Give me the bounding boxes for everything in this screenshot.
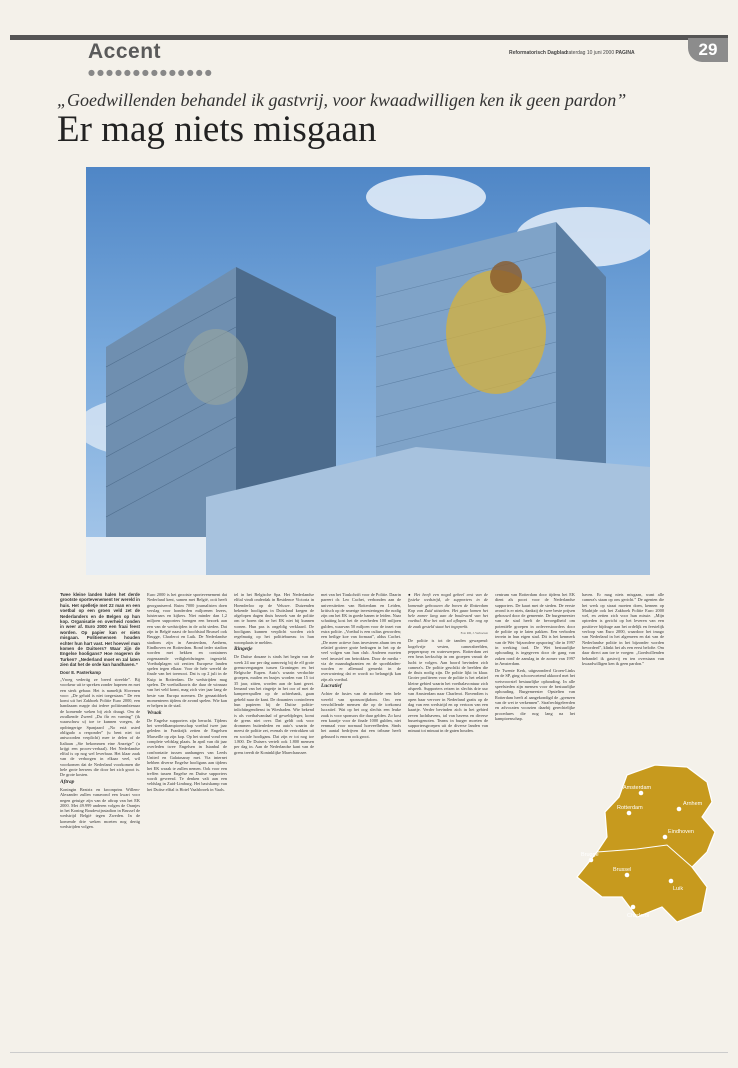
body-paragraph: De Duitse douane is sinds het begin van de week 24 uur per dag aanwezig bij de elf grote grensovergangen tussen Groningen en het Belgische Eupen. Auto's waarin verdachte groepen, mailen en busjes worden van 15 tot 35 jaar, zitten, worden aan de kant gezet. Iemand van het ringetje in het oor of met de kampeerspullen op de achterbank, gaan gebeld naar de kant. De douaniers controleren hun papieren bij de Duitse politie-inlichtingendienst in Wiesbaden. Wie bekend is als voetbalvandaal of geweldpleger, komt de grens niet over. Dat geldt ook voor drommen buitenleden en auto's waarin de meest de politie zet, evenals de vertrokken uit en sociale hooligans. Dat zijn er tot nog toe 1.800. De Duisers vertelt ook 1.800 mensen per dag in. Aan de Nederlandse kant van de grens treedt de Koninklijke Marechaussee. — [234, 654, 314, 755]
city-label-charleroi: Charleroi — [627, 913, 650, 919]
subhead-wraak: Wraak — [147, 709, 162, 716]
map-graphic — [567, 757, 725, 927]
section-title: Accent — [88, 40, 162, 63]
article-photo — [86, 167, 650, 575]
city-label-rotterdam: Rotterdam — [617, 805, 643, 811]
body-paragraph: met van het Tiaskchrift voor de Politie. Daarin pareert dr. Leo Cachet, verbonden aan de universiteiten van Rotterdam en Leiden, kritisch op de smerige investeringen die nodig zijn om het EK in goede banen te leiden. Naar schatting kost het de overheden 100 miljoen gulden, waarvan 50 miljoen voor de inzet van extra politie. „Voetbal is een cultus geworden; een heilige koe van formaat”, aldus Cachet. „De meer actieve fans investeren ahum ten en relatief grotere grote bedragen in het op de veel volgen van hun club. Anderen moeten veel invasief om betrokken. Door de media -via de maandagkranten en de sportbladen- worden er allemaal gemerkt in de overwatering dat er wordt zo belangrijk kan zijn als voetbal. — [321, 592, 401, 682]
foreground-roof — [86, 537, 206, 575]
city-dot-luik — [669, 879, 674, 884]
issue-date-text: zaterdag 10 juni 2000 — [566, 50, 615, 56]
text-column-4 — [321, 592, 401, 1047]
article-kicker: „Goedwillenden behandel ik gastvrij, voor kwaadwilligen ken ik geen pardon” — [57, 90, 627, 110]
body-paragraph: tel in het Belgische Spa. Het Nederlandse elftal vindt onderdak in Residence Victoria in Hoenderloo op de Veluwe. Duizenden bekende hooligans in Duitsland kregen de afgelopen dagen thuis bezoek van de politie om te horen dat ze het EK niet bij kunnen wonen. Hun pas is ongeldig verklaard. De hooligans kunnen verplicht worden zich regelmatig op het politiebureau in hun woonplaats te melden. — [234, 592, 314, 645]
city-dot-brussel — [625, 873, 630, 878]
city-label-brussel: Brussel — [613, 867, 632, 873]
body-paragraph: Achter de fusies van de mobiele een hele wereld van sponsorrijkdom. Om een verschillende mensen die op de toekomst lucratief. Wat op het oog slechts een leuke zaak is voor sponsors die daar gelden. Zo kost een kaartje voor de finale 1000 gulden, niet eenmaal voor normaal hoeveelheden. Sinds het aantal bedrijven dat een tribune heeft gehuurd is enorm ook groot. — [321, 691, 401, 739]
city-dot-amsterdam — [639, 791, 644, 796]
page-number-tab: 29 — [688, 38, 728, 62]
photo-credit: Foto RD, J. Verhoeven — [460, 631, 488, 636]
city-dot-rotterdam — [627, 811, 632, 816]
city-dot-eindhoven — [663, 835, 668, 840]
article-headline: Er mag niets misgaan — [57, 109, 377, 150]
text-column-2 — [147, 592, 227, 1047]
footer-rule — [10, 1052, 728, 1053]
text-column-3 — [234, 592, 314, 1047]
text-column-7 — [582, 592, 664, 752]
paper-name: Reformatorisch Dagblad — [509, 50, 568, 56]
section-dots: ●●●●●●●●●●●●●● — [88, 68, 214, 77]
city-dot-charleroi — [631, 905, 636, 910]
city-label-brugge: Brugge — [581, 852, 599, 858]
photo-caption: ● Het heeft een nogal geheel eest van de fysieke wedstrijd, de supporters in de komende gebouwen die boven de Rotterdam Kop van Zuid uitsteken. Het gaan komen het hele zomer lang aan de boulevard van het voetbal. Hoe het ook zal aflopen. De oog op de zaak gesteld staat het ingeperkt. — [408, 592, 488, 629]
subhead-ringetje: Ringetje — [234, 645, 253, 652]
body-paragraph: haven. Er mag niets misgaan, want alle camera's staan op ons gericht.” De agenten die het werk op straat moeten doen, kennen op Madrijde ook het Zakboek Politie Euro 2000 wel, en zetten zich voor hun missie. „Mijn optreden is gericht op het leveren van een positieve bijdrage aan het ordelijk en feestelijk verloop van Euro 2000, waardoor het imago van Nederland in het algemeen en dat van de Nederlandse politie in het bijzonder worden bevorderd”, klinkt het als een eerst belofte. Om daar direct aan toe te voegen: „Goedwillenden behandel ik gastvrij en ten overstaan van kwaadwilligen ken ik geen pardon.” — [582, 592, 664, 666]
body-paragraph: De Engelse supporters zijn berucht. Tijdens het wereldkampioenschap voetbal twee jaar geleden in Frankrijk zetten de Engelsen Marseille op zijn kop. Op het strand vond een complete veldslag plaats. In april van dit jaar overleden twee Engelsen in Istanbul de confrontatie tussen aanhangers van Leeds United en Galatasaray met. Via internet hebben diverse Engelse hooligans aan tijdens het EK wraak te zullen nemen. Ook voor een treffen tussen Engelse en Duitse supporters wordt gevreesd. Te denken valt aan een veldslag in Zuid-Limburg. Het basiskamp van het Duitse elftal is Hotel Vaalsbroek in Vaals. — [147, 717, 227, 792]
player-head — [490, 261, 522, 293]
host-cities-map — [567, 757, 725, 927]
text-column-5 — [408, 592, 488, 1047]
body-paragraph: „Vroeg vedertig ze breed streelde”. Bij voorkeur uit te spreken zonder haperen en met een sterk gebaar. Het is namelijk Slovenen voor: „De geluid is niet toegestaan.” De een komt uit het Zakboek Politie Euro 2000, een handzaam mapje dat iedere politieambtenaar de komende weken bij zich draagt. Om de zwalkende Zweed „Du får en varning” (ik waarschuw u) toe te kunnen voegen, de opdringerige Spanjaard „No está usted obligado a responder” (u bent niet tot antwoorden verplicht) mee te delen of de Italiaan „Sie bekommen eine Anzeige” (u krijgt een proces-verbaal). Het Nederlandse elftal is op nog wel leverbaar. Het klaar zaak van de verborgen in elkaar veel, wil voorkomen dat de Nederland voorkomen die hele grote hersens die door het zich groot is. De grote kosten. — [60, 676, 140, 778]
city-dot-arnhem — [677, 807, 682, 812]
body-paragraph: Koningin Beatrix en kroonprins Willem-Alexander zullen vanavond een kwart voor negen getuige zijn van de aftrap van het EK 2000. Met 49.999 anderen volgen de Oranjes in het Koning Boudewijnstadion in Brussel de wedstrijd België tegen Zweden. In de komende drie weken moeten nog dertig wedstrijden volgen. — [60, 786, 140, 829]
photo-illustration — [86, 167, 650, 575]
body-paragraph: Euro 2000 is het grootste sportevenement dat Nederland kent, samen met België, ooit heeft georganiseerd. Ruim 7000 journalisten doen verslag voor honderden miljoenen lezers, luisteraars en kijkers. Niet minder dan 1,2 miljoen supporters brengen een bezoek aan een van de wedstrijden in de acht steden. Dat zijn in België naast de hoofdstad Brussel ook Brugge, Charleroi en Luik. De Nederlandse stadions zijn in Amsterdam, Arnhem, Eindhoven en Rotterdam. Rond ieder stadion worden met hekken en containers zogenaamde veiligheidsringen ingesteld. Voetbalplagen uit zestien Europese landen spelen tegen elkaar. Voor de hele wereld de finale van het toernooi. Dat is op 2 juli in de Kuip in Rotterdam. De wedstrijden mag spelen. De voetbalkoorts die daar de winnaar van het veld komt, mag zich vier jaar lang de beste van Europa noemen. De genaaiddoek momenteren tijdens de avond spelen. Wie kan er helpen in de stad. — [147, 592, 227, 709]
page-label: PAGINA — [615, 50, 635, 56]
player-image-left — [184, 329, 248, 405]
city-dot-brugge — [589, 858, 594, 863]
cloud — [366, 175, 486, 219]
body-paragraph: centrum van Rotterdam door tijdens het EK dient als poort voor de Nederlandse supporters. De kaart met de steden. De eerste avond is er niets, dankzij de twee beste prijsen gebouwd door de gemeente. De burgemeester van de stad heeft de bevoegdheid om potentiële groepen in ordeverstoorders door de politie op te laten pakken. Een verboden terrein in hun eigen stad. Dit is het kenmerk van de Wet ‘bijzondere opsporing’ die in 1997 in werking trad. De Wet bestuurlijke ophouding is ingegeven door de gang van zaken rond de aanslag in de zomer van 1997 in Amsterdam. — [495, 592, 575, 666]
city-label-amsterdam: Amsterdam — [623, 785, 652, 791]
subhead-aftrap: Aftrap — [60, 778, 75, 785]
body-paragraph: De politie is tot de tanden gewapend: kogelvrije vesten, camerabeelden, pepperspray en waterwerpers. Rotterdam zet een heus kerkschip in om groepen vanuit de lucht te volgen. Aan boord bevinden zich camera's. De politie geschikt de beelden die de thuis nodig zijn. De politie lijkt in klaar. Groter profiteren voor de politie is het relatief kleine gebied waarin het voetbalavontuur zich afspeelt. Supporters reizen in slechts drie uur van Amsterdam naar Charleroi. Bovendien is open baar vervoer in Nederland gratis op de dag van een wedstrijd en op vertoon van een kaartje. Verder bevinden zich in het gebied zeven luchthavens, tal van havens en diverse busreisgenoten. Teams in burger moeten de supportersgroepen uit de diverse landen van minuut tot minuut in de gaten houden. — [408, 638, 488, 734]
text-column-6 — [495, 592, 575, 1047]
city-label-arnhem: Arnhem — [683, 801, 703, 807]
city-label-luik: Luik — [673, 886, 684, 892]
subhead-lucratief: Lucratief — [321, 683, 342, 690]
city-label-eindhoven: Eindhoven — [668, 829, 694, 835]
body-paragraph: De Twente Kerk, uitgezonderd Groen-Links en de SP, ging schoorvoetend akkoord met het wetsvoorstel bestuurlijke ophouding. In alle speelsteden zijn mensen voor de bestuurlijke ophouding. Burgemeester Opstelten van Rotterdam heeft al aangekondigd de „grenzen van de wet te verkennen”. Strafrechtgeleerden en advocaten voorzien daarbij gerechtelijke procedures die nog lang na het kampioenschap. — [495, 668, 575, 721]
article-lead: Twee kleine landen halen het derde grootste sportevenement ter wereld in huis. Het spelletje met 22 man en een voetbal op een groen veld zet de Nederlanders en de Belgen op hun kop. Organisatie en overheid ronden in weer af. Euro 2000 een fraai feest worden. Op papier kan er niets misgaan. Politiemensen houden echter hun hart vast. Het hoevvel man komen de Duitsers? Waar zijn de Engelse hooligans? Hoe reageren de Turken? „Nederland moet en zal laten zien dat het de orde kan handhaven.” — [60, 592, 140, 668]
article-byline: Door E. Pasterkamp — [60, 669, 101, 675]
issue-date — [566, 50, 635, 56]
text-column-1 — [60, 592, 140, 1047]
